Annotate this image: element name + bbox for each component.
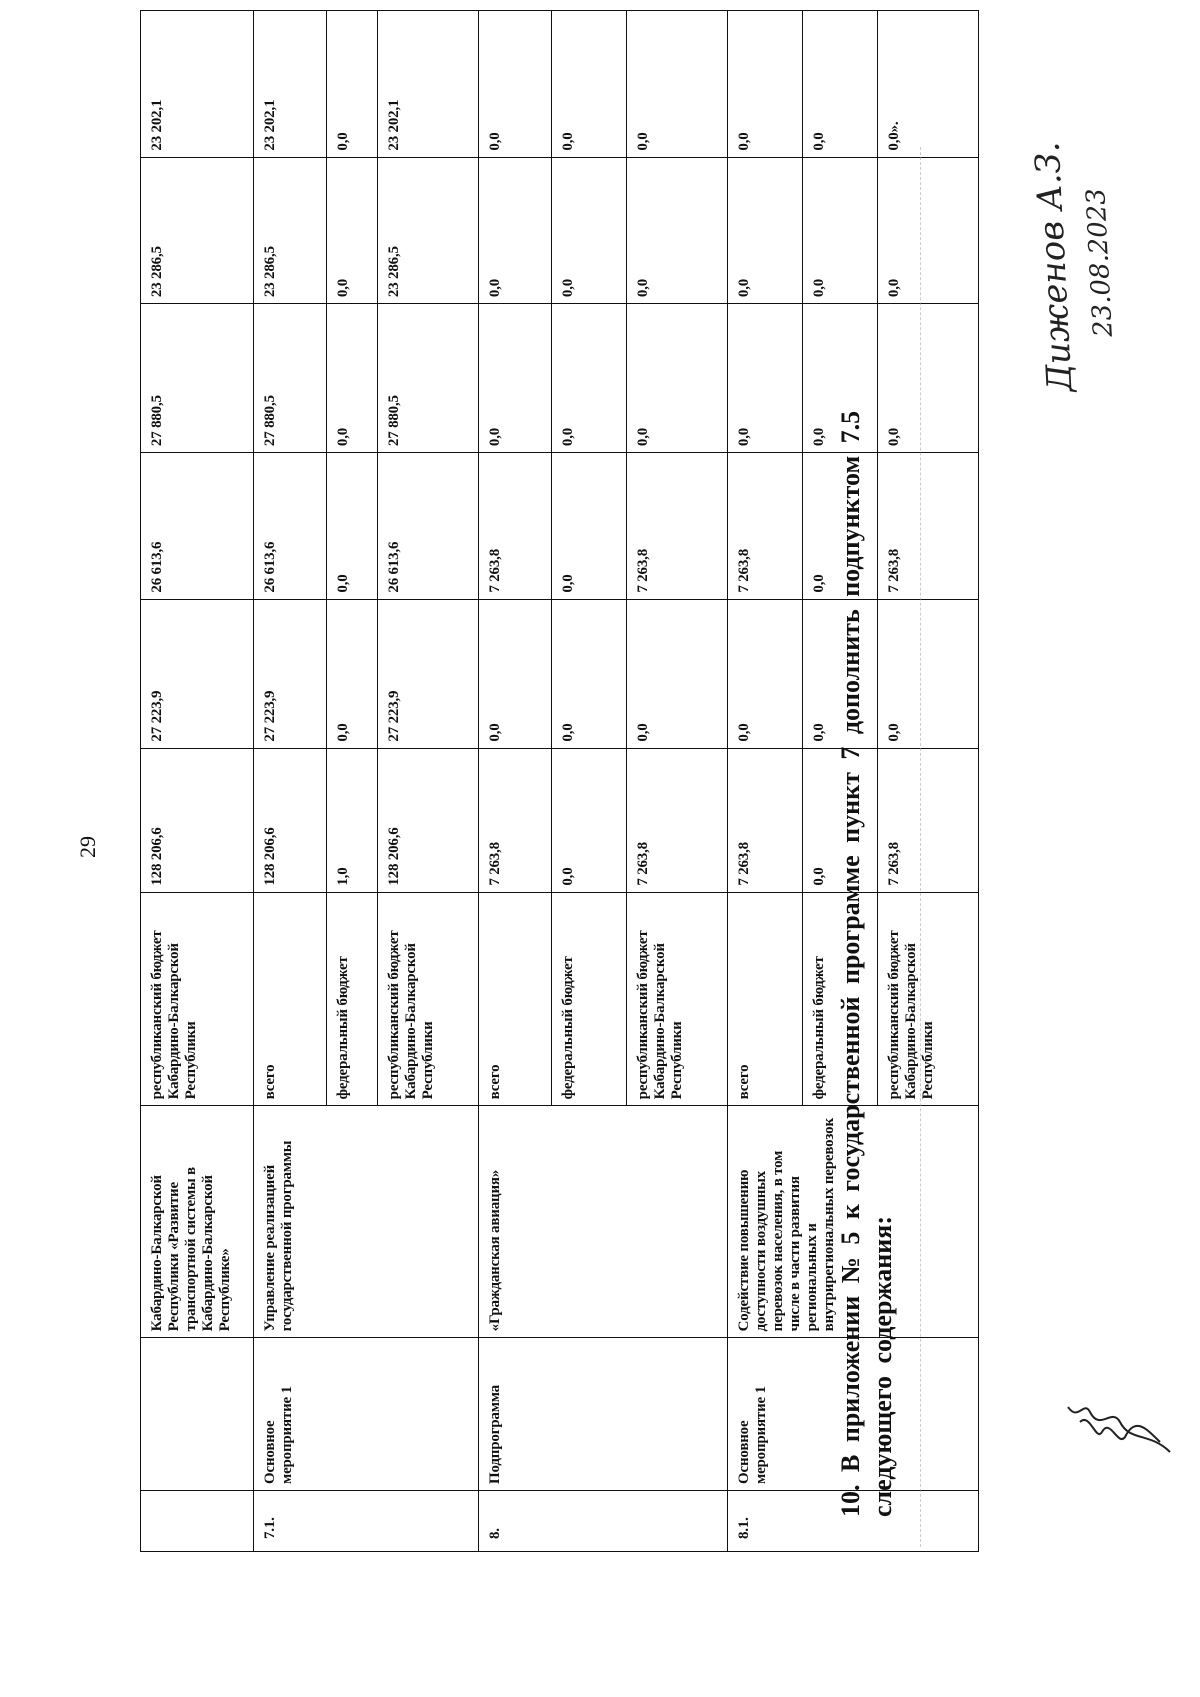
amount-cell: 0,0	[327, 599, 378, 748]
amount-cell: 7 263,8	[627, 748, 728, 892]
funding-source: федеральный бюджет	[327, 892, 378, 1106]
amount-cell: 1,0	[327, 748, 378, 892]
funding-source: федеральный бюджет	[803, 892, 878, 1106]
amount-cell: 0,0	[552, 748, 627, 892]
amount-cell: 0,0	[627, 599, 728, 748]
row-name: «Гражданская авиация»	[479, 1106, 728, 1338]
signature-date: 23.08.2023	[1081, 187, 1119, 338]
row-number	[141, 1490, 254, 1551]
amount-cell: 0,0	[627, 11, 728, 158]
amount-cell: 27 223,9	[141, 599, 254, 748]
amount-cell: 27 223,9	[254, 599, 327, 748]
scan-line	[920, 147, 922, 1547]
paragraph-text: 10. В приложении № 5 к государственной программе пункт 7 дополнить подпунктом 7.5 следующего содержания:	[836, 410, 897, 1517]
row-number: 8.1.	[728, 1490, 979, 1551]
amount-cell: 26 613,6	[141, 453, 254, 600]
amount-cell: 27 223,9	[378, 599, 479, 748]
signature-scribble-icon	[1060, 1392, 1180, 1462]
amount-cell: 7 263,8	[479, 453, 552, 600]
table-row	[728, 11, 803, 1552]
funding-source: федеральный бюджет	[552, 892, 627, 1106]
amount-cell: 128 206,6	[141, 748, 254, 892]
row-name: Управление реализацией государственной программы	[254, 1106, 479, 1338]
amount-cell: 0,0	[803, 748, 878, 892]
amount-cell: 0,0	[552, 157, 627, 304]
amount-cell: 0,0	[627, 304, 728, 453]
amount-cell: 0,0	[552, 453, 627, 600]
amount-cell: 23 202,1	[254, 11, 327, 158]
row-name: Содействие повышению доступности воздушных перевозок населения, в том числе в части развития региональных и внутрирегиональных перевозок	[728, 1106, 979, 1338]
amount-cell: 7 263,8	[728, 748, 803, 892]
amount-cell: 0,0	[479, 304, 552, 453]
amount-cell: 0,0	[627, 157, 728, 304]
amount-cell: 0,0».	[878, 11, 979, 158]
amount-cell: 0,0	[327, 304, 378, 453]
row-number: 7.1.	[254, 1490, 479, 1551]
funding-source: всего	[254, 892, 327, 1106]
table-row	[141, 11, 254, 1552]
amount-cell: 0,0	[728, 599, 803, 748]
amount-cell: 0,0	[327, 157, 378, 304]
amount-cell: 27 880,5	[254, 304, 327, 453]
funding-source: республиканский бюджет Кабардино-Балкарской Республики	[141, 892, 254, 1106]
row-status	[141, 1338, 254, 1491]
funding-source: республиканский бюджет Кабардино-Балкарской Республики	[627, 892, 728, 1106]
amount-cell: 7 263,8	[479, 748, 552, 892]
table-row	[254, 11, 327, 1552]
row-status: Подпрограмма	[479, 1338, 728, 1491]
amount-cell: 0,0	[479, 11, 552, 158]
amount-cell: 27 880,5	[141, 304, 254, 453]
amount-cell: 7 263,8	[878, 748, 979, 892]
amount-cell: 0,0	[803, 304, 878, 453]
amount-cell: 27 880,5	[378, 304, 479, 453]
amount-cell: 7 263,8	[878, 453, 979, 600]
amount-cell: 26 613,6	[254, 453, 327, 600]
amount-cell: 0,0	[878, 599, 979, 748]
amount-cell: 23 202,1	[141, 11, 254, 158]
amount-cell: 128 206,6	[254, 748, 327, 892]
row-status: Основное мероприятие 1	[728, 1338, 979, 1491]
signature-name: Диженов А.З.	[1027, 140, 1081, 393]
amount-cell: 23 286,5	[141, 157, 254, 304]
table-row	[479, 11, 552, 1552]
funding-source: всего	[728, 892, 803, 1106]
amount-cell: 7 263,8	[627, 453, 728, 600]
amount-cell: 0,0	[728, 157, 803, 304]
funding-source: республиканский бюджет Кабардино-Балкарской Республики	[878, 892, 979, 1106]
amount-cell: 0,0	[327, 11, 378, 158]
amount-cell: 0,0	[803, 453, 878, 600]
row-name: Кабардино-Балкарской Республики «Развитие транспортной системы в Кабардино-Балкарской Республике»	[141, 1106, 254, 1338]
funding-source: республиканский бюджет Кабардино-Балкарской Республики	[378, 892, 479, 1106]
amount-cell: 0,0	[479, 599, 552, 748]
amount-cell: 23 202,1	[378, 11, 479, 158]
amount-cell: 0,0	[552, 304, 627, 453]
amount-cell: 0,0	[803, 157, 878, 304]
amount-cell: 23 286,5	[254, 157, 327, 304]
amount-cell: 128 206,6	[378, 748, 479, 892]
amount-cell: 0,0	[327, 453, 378, 600]
row-status: Основное мероприятие 1	[254, 1338, 479, 1491]
amount-cell: 0,0	[878, 304, 979, 453]
amount-cell: 0,0	[552, 599, 627, 748]
amount-cell: 23 286,5	[378, 157, 479, 304]
amount-cell: 0,0	[728, 11, 803, 158]
amount-cell: 0,0	[552, 11, 627, 158]
amount-cell: 0,0	[878, 157, 979, 304]
amount-cell: 0,0	[803, 599, 878, 748]
amount-cell: 0,0	[728, 304, 803, 453]
amount-cell: 0,0	[803, 11, 878, 158]
amount-cell: 26 613,6	[378, 453, 479, 600]
row-number: 8.	[479, 1490, 728, 1551]
amount-cell: 0,0	[479, 157, 552, 304]
page-number: 29	[75, 836, 100, 858]
amount-cell: 7 263,8	[728, 453, 803, 600]
funding-source: всего	[479, 892, 552, 1106]
